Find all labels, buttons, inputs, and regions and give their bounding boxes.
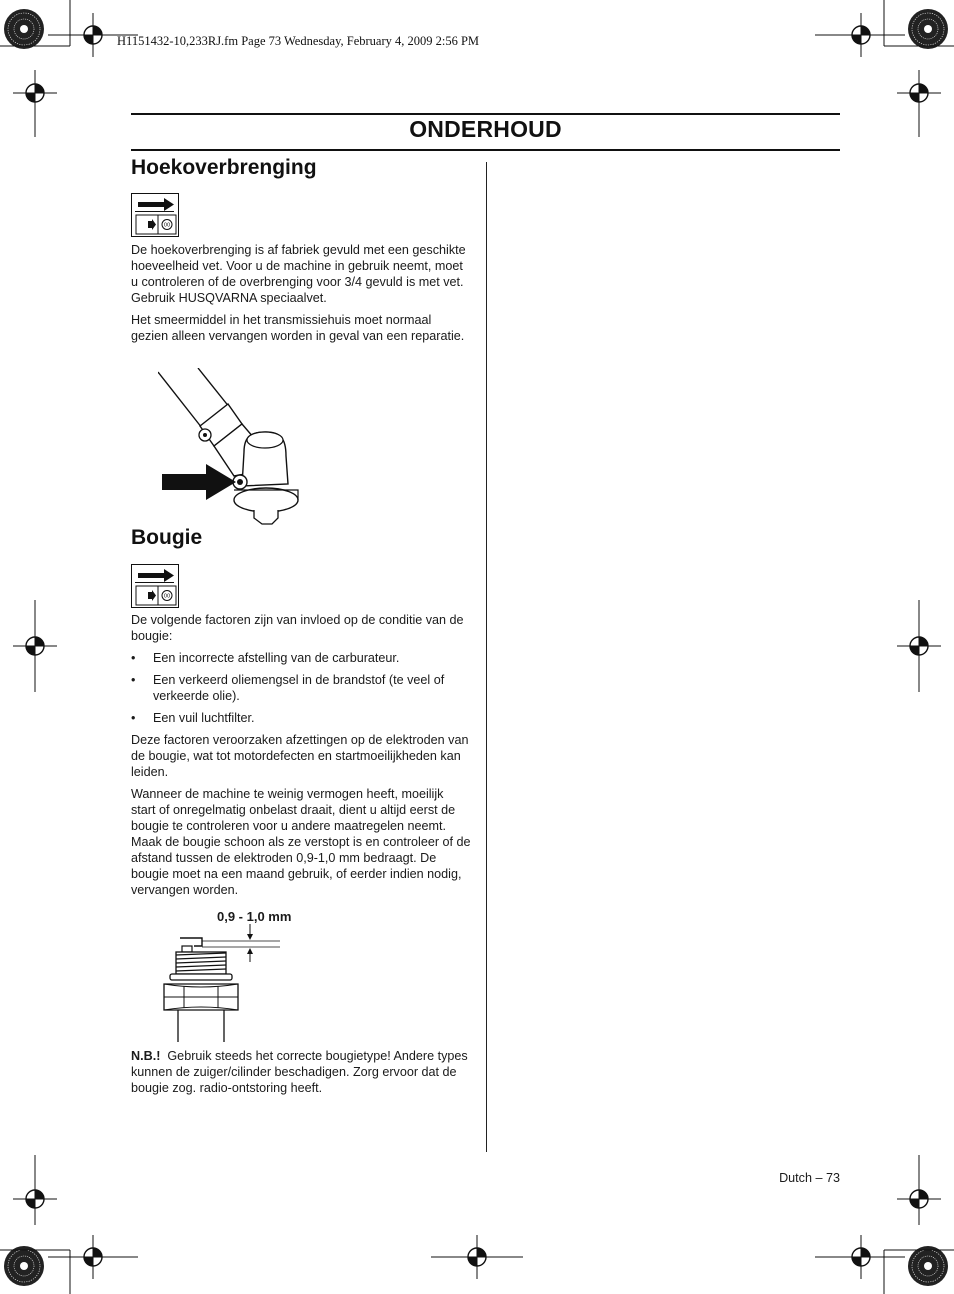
page-footer: Dutch – 73 bbox=[779, 1171, 840, 1185]
bullet-icon: • bbox=[131, 673, 136, 687]
bullet-text: Een verkeerd oliemengsel in de brandstof (te veel of verkeerde olie). bbox=[153, 673, 445, 703]
note-label: N.B.! bbox=[131, 1049, 161, 1063]
service-interval-arrow-icon bbox=[131, 193, 179, 237]
bullet-text: Een vuil luchtfilter. bbox=[153, 711, 255, 725]
spark-plug-paragraph-1: Deze factoren veroorzaken afzettingen op de elektroden van de bougie, wat tot motordefecten en startmoeilijkheden kan leiden. bbox=[131, 733, 469, 779]
svg-text:00: 00 bbox=[163, 222, 171, 229]
gearbox-paragraph-2: Het smeermiddel in het transmissiehuis moet normaal gezien alleen vervangen worden in geval van een reparatie. bbox=[131, 313, 465, 343]
spark-plug-note bbox=[131, 1048, 471, 1096]
note-text: Gebruik steeds het correcte bougietype! Andere types kunnen de zuiger/cilinder beschadigen. Zorg ervoor dat de bougie zog. radio-ontstoring heeft. bbox=[131, 1049, 468, 1095]
spark-plug-heading: Bougie bbox=[131, 526, 203, 549]
title-rule-bottom bbox=[131, 149, 840, 151]
spark-plug-illustration bbox=[158, 924, 288, 1042]
bullet-icon: • bbox=[131, 651, 136, 665]
title-rule-top bbox=[131, 113, 840, 115]
column-divider bbox=[486, 162, 487, 1152]
gearbox-heading: Hoekoverbrenging bbox=[131, 156, 317, 179]
section-title: ONDERHOUD bbox=[409, 116, 562, 142]
gearbox-illustration bbox=[158, 368, 338, 532]
electrode-gap-label: 0,9 - 1,0 mm bbox=[217, 909, 292, 924]
gearbox-paragraph-1: De hoekoverbrenging is af fabriek gevuld met een geschikte hoeveelheid vet. Voor u de machine in gebruik neemt, moet u controleren of de overbrenging voor 3/4 gevuld is met vet. Gebruik HUSQVARNA speciaalvet. bbox=[131, 243, 466, 305]
svg-text:00: 00 bbox=[163, 593, 171, 600]
spark-plug-intro: De volgende factoren zijn van invloed op de conditie van de bougie: bbox=[131, 613, 464, 643]
bullet-icon: • bbox=[131, 711, 136, 725]
bullet-text: Een incorrecte afstelling van de carburateur. bbox=[153, 651, 400, 665]
spark-plug-paragraph-2: Wanneer de machine te weinig vermogen heeft, moeilijk start of onregelmatig onbelast draait, dient u altijd eerst de bougie te controleren voor u andere maatregelen neemt. Maak de bougie schoon als ze verstopt is en controleer of de afstand tussen de elektroden 0,9-1,0 mm bedraagt. De bougie moet na een maand gebruik, of eerder indien nodig, vervangen worden. bbox=[131, 787, 471, 897]
service-interval-arrow-icon bbox=[131, 564, 179, 608]
print-header: H1151432-10,233RJ.fm Page 73 Wednesday, February 4, 2009 2:56 PM bbox=[117, 34, 480, 48]
